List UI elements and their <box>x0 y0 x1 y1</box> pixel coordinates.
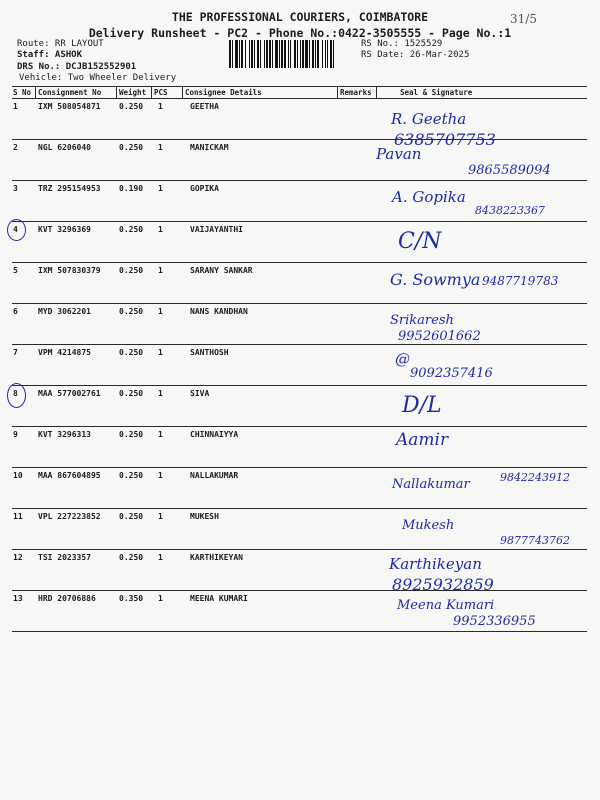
row-pcs: 1 <box>158 471 163 480</box>
row-weight: 0.250 <box>119 553 144 562</box>
row-weight: 0.250 <box>119 389 144 398</box>
row-divider <box>12 508 587 509</box>
row-divider <box>12 344 587 345</box>
handwritten-signature: Aamir <box>396 430 449 450</box>
row-consignee: SANTHOSH <box>190 348 229 357</box>
row-pcs: 1 <box>158 430 163 439</box>
row-consignee: GEETHA <box>190 102 219 111</box>
handwritten-signature: Srikaresh <box>390 313 454 328</box>
row-sno: 5 <box>13 266 18 275</box>
row-divider <box>12 590 587 591</box>
row-weight: 0.250 <box>119 307 144 316</box>
rs-number: RS No.: 1525529 <box>361 39 443 49</box>
handwritten-phone-number: 8438223367 <box>475 204 545 217</box>
row-pcs: 1 <box>158 389 163 398</box>
row-pcs: 1 <box>158 553 163 562</box>
row-pcs: 1 <box>158 143 163 152</box>
company-title: THE PROFESSIONAL COURIERS, COIMBATORE <box>171 10 429 24</box>
barcode-bar <box>334 40 336 68</box>
row-weight: 0.250 <box>119 143 144 152</box>
col-header-consignment: Consignment No <box>38 88 102 97</box>
row-sno: 9 <box>13 430 18 439</box>
col-header-sno: S No <box>13 88 32 97</box>
row-sno: 1 <box>13 102 18 111</box>
handwritten-circle-row-4 <box>7 219 26 241</box>
row-sno: 6 <box>13 307 18 316</box>
column-divider <box>182 87 183 98</box>
row-weight: 0.250 <box>119 266 144 275</box>
col-header-weight: Weight <box>119 88 147 97</box>
row-divider <box>12 385 587 386</box>
row-sno: 2 <box>13 143 18 152</box>
column-divider <box>151 87 152 98</box>
handwritten-phone-number: 8925932859 <box>392 575 494 594</box>
column-divider <box>376 87 377 98</box>
row-weight: 0.250 <box>119 430 144 439</box>
row-weight: 0.250 <box>119 471 144 480</box>
row-consignment-no: KVT 3296369 <box>38 225 91 234</box>
handwritten-signature: Karthikeyan <box>389 555 482 573</box>
handwritten-signature: R. Geetha <box>391 110 467 128</box>
handwritten-phone-number: 9865589094 <box>468 163 551 178</box>
row-consignee: SARANY SANKAR <box>190 266 253 275</box>
row-consignment-no: KVT 3296313 <box>38 430 91 439</box>
staff-label: Staff: ASHOK <box>17 50 83 60</box>
runsheet-title: Delivery Runsheet - PC2 - Phone No.:0422-3505555 - Page No.:1 <box>88 26 512 40</box>
row-divider <box>12 139 587 140</box>
row-pcs: 1 <box>158 184 163 193</box>
row-consignment-no: MAA 577002761 <box>38 389 101 398</box>
row-consignment-no: NGL 6206040 <box>38 143 91 152</box>
row-consignment-no: VPL 227223852 <box>38 512 101 521</box>
row-weight: 0.190 <box>119 184 144 193</box>
col-header-remarks: Remarks <box>340 88 372 97</box>
row-consignee: KARTHIKEYAN <box>190 553 243 562</box>
row-weight: 0.250 <box>119 225 144 234</box>
row-pcs: 1 <box>158 266 163 275</box>
row-consignment-no: MAA 867604895 <box>38 471 101 480</box>
handwritten-phone-number: 9952601662 <box>398 329 481 344</box>
row-consignee: MEENA KUMARI <box>190 594 248 603</box>
handwritten-page-note: 31/5 <box>510 12 537 26</box>
handwritten-signature: Meena Kumari <box>397 598 495 613</box>
barcode <box>229 40 355 68</box>
row-consignment-no: IXM 507830379 <box>38 266 101 275</box>
handwritten-signature: Pavan <box>376 145 422 163</box>
col-header-seal: Seal & Signature <box>400 88 473 97</box>
handwritten-signature: Nallakumar <box>392 477 470 492</box>
row-consignment-no: TSI 2023357 <box>38 553 91 562</box>
handwritten-signature: A. Gopika <box>392 188 466 206</box>
row-divider <box>12 631 587 632</box>
row-sno: 3 <box>13 184 18 193</box>
header-bottom-rule <box>12 98 587 99</box>
handwritten-phone-number: 9487719783 <box>482 274 559 288</box>
row-divider <box>12 303 587 304</box>
row-sno: 8 <box>13 389 18 398</box>
table-top-rule <box>12 86 587 87</box>
row-pcs: 1 <box>158 102 163 111</box>
row-consignment-no: VPM 4214875 <box>38 348 91 357</box>
handwritten-phone-number: 6385707753 <box>394 130 496 149</box>
row-weight: 0.250 <box>119 512 144 521</box>
row-consignee: SIVA <box>190 389 210 398</box>
handwritten-signature: @ <box>395 350 410 368</box>
row-consignment-no: TRZ 295154953 <box>38 184 101 193</box>
row-sno: 10 <box>13 471 23 480</box>
handwritten-phone-number: 9092357416 <box>410 366 493 381</box>
column-divider <box>337 87 338 98</box>
col-header-consignee: Consignee Details <box>185 88 262 97</box>
row-divider <box>12 180 587 181</box>
row-pcs: 1 <box>158 307 163 316</box>
row-divider <box>12 426 587 427</box>
row-weight: 0.250 <box>119 348 144 357</box>
row-consignee: CHINNAIYYA <box>190 430 239 439</box>
row-weight: 0.250 <box>119 102 144 111</box>
row-divider <box>12 467 587 468</box>
rs-date: RS Date: 26-Mar-2025 <box>361 50 470 60</box>
handwritten-phone-number: 9952336955 <box>453 614 536 629</box>
row-consignment-no: HRD 20706886 <box>38 594 96 603</box>
col-header-pcs: PCS <box>154 88 168 97</box>
drs-number: DRS No.: DCJB152552901 <box>17 62 137 72</box>
column-divider <box>35 87 36 98</box>
row-divider <box>12 262 587 263</box>
handwritten-phone-number: 9877743762 <box>500 534 570 547</box>
row-sno: 7 <box>13 348 18 357</box>
row-pcs: 1 <box>158 594 163 603</box>
row-pcs: 1 <box>158 348 163 357</box>
vehicle-label: Vehicle: Two Wheeler Delivery <box>19 73 177 83</box>
column-divider <box>116 87 117 98</box>
row-sno: 4 <box>13 225 18 234</box>
row-sno: 11 <box>13 512 23 521</box>
row-consignment-no: IXM 508054871 <box>38 102 101 111</box>
handwritten-signature: Mukesh <box>402 518 455 533</box>
row-consignee: MANICKAM <box>190 143 229 152</box>
row-consignee: GOPIKA <box>190 184 219 193</box>
row-weight: 0.350 <box>119 594 144 603</box>
row-sno: 12 <box>13 553 23 562</box>
row-consignee: NALLAKUMAR <box>190 471 239 480</box>
handwritten-signature: C/N <box>398 229 442 254</box>
row-consignee: MUKESH <box>190 512 219 521</box>
row-consignee: VAIJAYANTHI <box>190 225 243 234</box>
handwritten-phone-number: 9842243912 <box>500 471 570 484</box>
row-divider <box>12 549 587 550</box>
row-consignee: NANS KANDHAN <box>190 307 248 316</box>
handwritten-circle-row-8 <box>7 383 26 408</box>
row-consignment-no: MYD 3062201 <box>38 307 91 316</box>
handwritten-signature: G. Sowmya <box>390 270 481 289</box>
row-pcs: 1 <box>158 512 163 521</box>
row-divider <box>12 221 587 222</box>
row-sno: 13 <box>13 594 23 603</box>
row-pcs: 1 <box>158 225 163 234</box>
route-label: Route: RR LAYOUT <box>17 39 104 49</box>
handwritten-signature: D/L <box>402 393 442 418</box>
